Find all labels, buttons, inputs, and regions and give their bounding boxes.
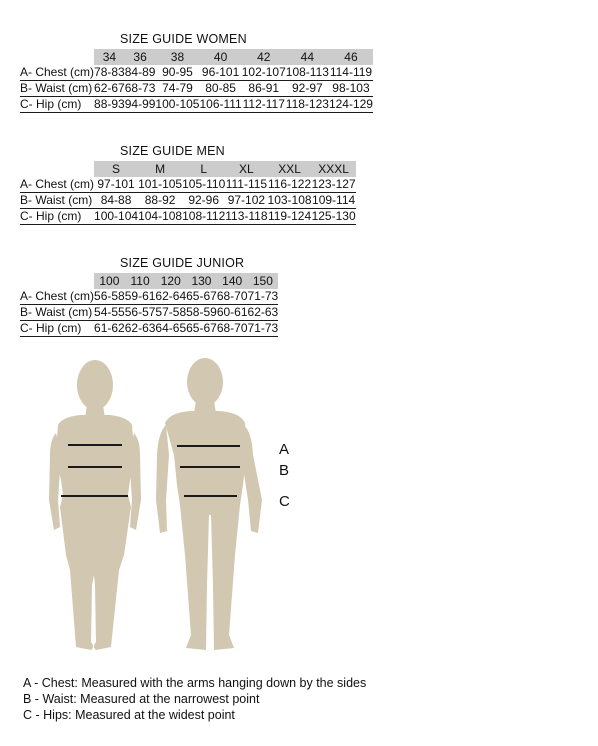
table-cell: 97-101 (94, 177, 138, 193)
row-label: C- Hip (cm) (20, 97, 94, 113)
table-cell: 108-112 (182, 209, 226, 223)
table-cell: 62-63 (124, 321, 156, 335)
body-measurement-figure (0, 355, 320, 655)
table-cell: 62-63 (247, 305, 279, 319)
marker-a: A (279, 441, 290, 458)
size-header-cell: L (182, 161, 225, 177)
table-cell: 123-127 (311, 177, 356, 191)
table-cell: 88-93 (94, 97, 125, 111)
table-row (20, 289, 278, 305)
table-cell: 61-62 (94, 321, 125, 335)
table-cell: 68-70 (216, 321, 248, 335)
table-cell: 101-105 (138, 177, 183, 191)
table-row (20, 177, 356, 193)
table-cell: 114-119 (329, 65, 373, 79)
size-header-cell: S (94, 161, 138, 177)
table-cell: 102-107 (241, 65, 286, 79)
table-cell: 106-111 (199, 97, 242, 111)
table-cell: 56-58 (94, 289, 125, 303)
table-cell: 124-129 (328, 97, 373, 111)
row-label: A- Chest (cm) (20, 65, 95, 79)
table-cell: 116-122 (267, 177, 312, 191)
row-label: B- Waist (cm) (20, 81, 93, 95)
table-cell: 54-55 (94, 305, 125, 319)
table-cell: 56-57 (124, 305, 156, 319)
table-cell: 113-118 (225, 209, 268, 223)
size-header-cell: M (138, 161, 182, 177)
table-cell: 94-99 (124, 97, 156, 111)
size-guide-women-title: SIZE GUIDE WOMEN (120, 32, 247, 46)
table-cell: 60-61 (216, 305, 248, 319)
size-header-cell: 38 (155, 49, 199, 65)
size-header-cell: 34 (94, 49, 125, 65)
male-silhouette (156, 358, 262, 650)
table-cell: 98-103 (329, 81, 373, 97)
table-row (20, 65, 373, 81)
table-row (20, 97, 373, 113)
size-header-cell: XXL (268, 161, 312, 177)
table-cell: 86-91 (242, 81, 286, 97)
table-cell: 125-130 (311, 209, 356, 223)
table-cell: 65-67 (186, 321, 217, 335)
table-cell: 100-104 (94, 209, 139, 223)
size-header-row (20, 273, 278, 289)
table-cell: 118-123 (285, 97, 329, 111)
table-cell: 71-73 (247, 289, 279, 303)
table-cell: 104-108 (138, 209, 183, 223)
size-header-cell: XXXL (312, 161, 356, 177)
size-table-men (20, 161, 356, 225)
table-cell: 71-73 (247, 321, 279, 335)
table-cell: 100-105 (155, 97, 200, 111)
row-label: C- Hip (cm) (20, 209, 94, 225)
female-silhouette (49, 360, 141, 650)
marker-c: C (279, 493, 290, 510)
table-row (20, 321, 278, 337)
size-table-women (20, 49, 373, 113)
table-cell: 59-61 (124, 289, 156, 303)
table-cell: 74-79 (155, 81, 199, 97)
row-label: C- Hip (cm) (20, 321, 94, 337)
table-cell: 68-70 (216, 289, 248, 303)
size-header-cell: 150 (248, 273, 279, 289)
table-cell: 109-114 (312, 193, 356, 207)
table-row (20, 305, 278, 321)
row-label: A- Chest (cm) (20, 177, 95, 191)
size-header-cell: 46 (329, 49, 373, 65)
table-row (20, 81, 373, 97)
table-row (20, 209, 356, 225)
table-cell: 92-96 (182, 193, 225, 209)
size-header-row (20, 49, 373, 65)
table-cell: 68-73 (124, 81, 156, 95)
table-cell: 119-124 (267, 209, 312, 223)
table-cell: 105-110 (182, 177, 226, 191)
size-header-cell: 140 (217, 273, 248, 289)
size-header-cell: 42 (242, 49, 286, 65)
size-header-cell: 100 (94, 273, 125, 289)
size-guide-men-title: SIZE GUIDE MEN (120, 144, 225, 158)
note-waist: B - Waist: Measured at the narrowest point (23, 692, 260, 706)
table-cell: 90-95 (155, 65, 199, 81)
marker-b: B (279, 462, 290, 479)
table-cell: 103-108 (267, 193, 312, 207)
table-cell: 84-89 (124, 65, 156, 79)
size-header-cell: 120 (155, 273, 186, 289)
size-header-cell: 36 (125, 49, 156, 65)
table-cell: 112-117 (242, 97, 285, 111)
table-cell: 96-101 (199, 65, 241, 81)
row-label: B- Waist (cm) (20, 305, 93, 319)
table-cell: 108-113 (285, 65, 329, 79)
table-cell: 64-65 (155, 321, 187, 335)
size-header-cell: 110 (125, 273, 156, 289)
table-cell: 80-85 (199, 81, 241, 97)
size-table-junior (20, 273, 278, 337)
table-cell: 62-64 (155, 289, 187, 303)
table-cell: 78-83 (94, 65, 125, 79)
note-chest: A - Chest: Measured with the arms hanging down by the sides (23, 676, 367, 690)
table-cell: 111-115 (225, 177, 268, 191)
table-cell: 88-92 (138, 193, 182, 209)
table-cell: 58-59 (186, 305, 217, 319)
table-cell: 84-88 (94, 193, 138, 209)
size-header-row (20, 161, 356, 177)
row-label: B- Waist (cm) (20, 193, 93, 207)
measurement-notes (23, 675, 366, 723)
size-guide-junior-title: SIZE GUIDE JUNIOR (120, 256, 245, 270)
size-header-cell: 44 (286, 49, 329, 65)
size-header-cell: 40 (199, 49, 241, 65)
size-header-cell: 130 (186, 273, 217, 289)
table-cell: 65-67 (186, 289, 217, 303)
note-hips: C - Hips: Measured at the widest point (23, 708, 235, 722)
table-row (20, 193, 356, 209)
table-cell: 57-58 (155, 305, 187, 319)
table-cell: 62-67 (94, 81, 125, 95)
row-label: A- Chest (cm) (20, 289, 95, 303)
size-header-cell: XL (225, 161, 267, 177)
table-cell: 92-97 (286, 81, 329, 97)
table-cell: 97-102 (225, 193, 267, 209)
